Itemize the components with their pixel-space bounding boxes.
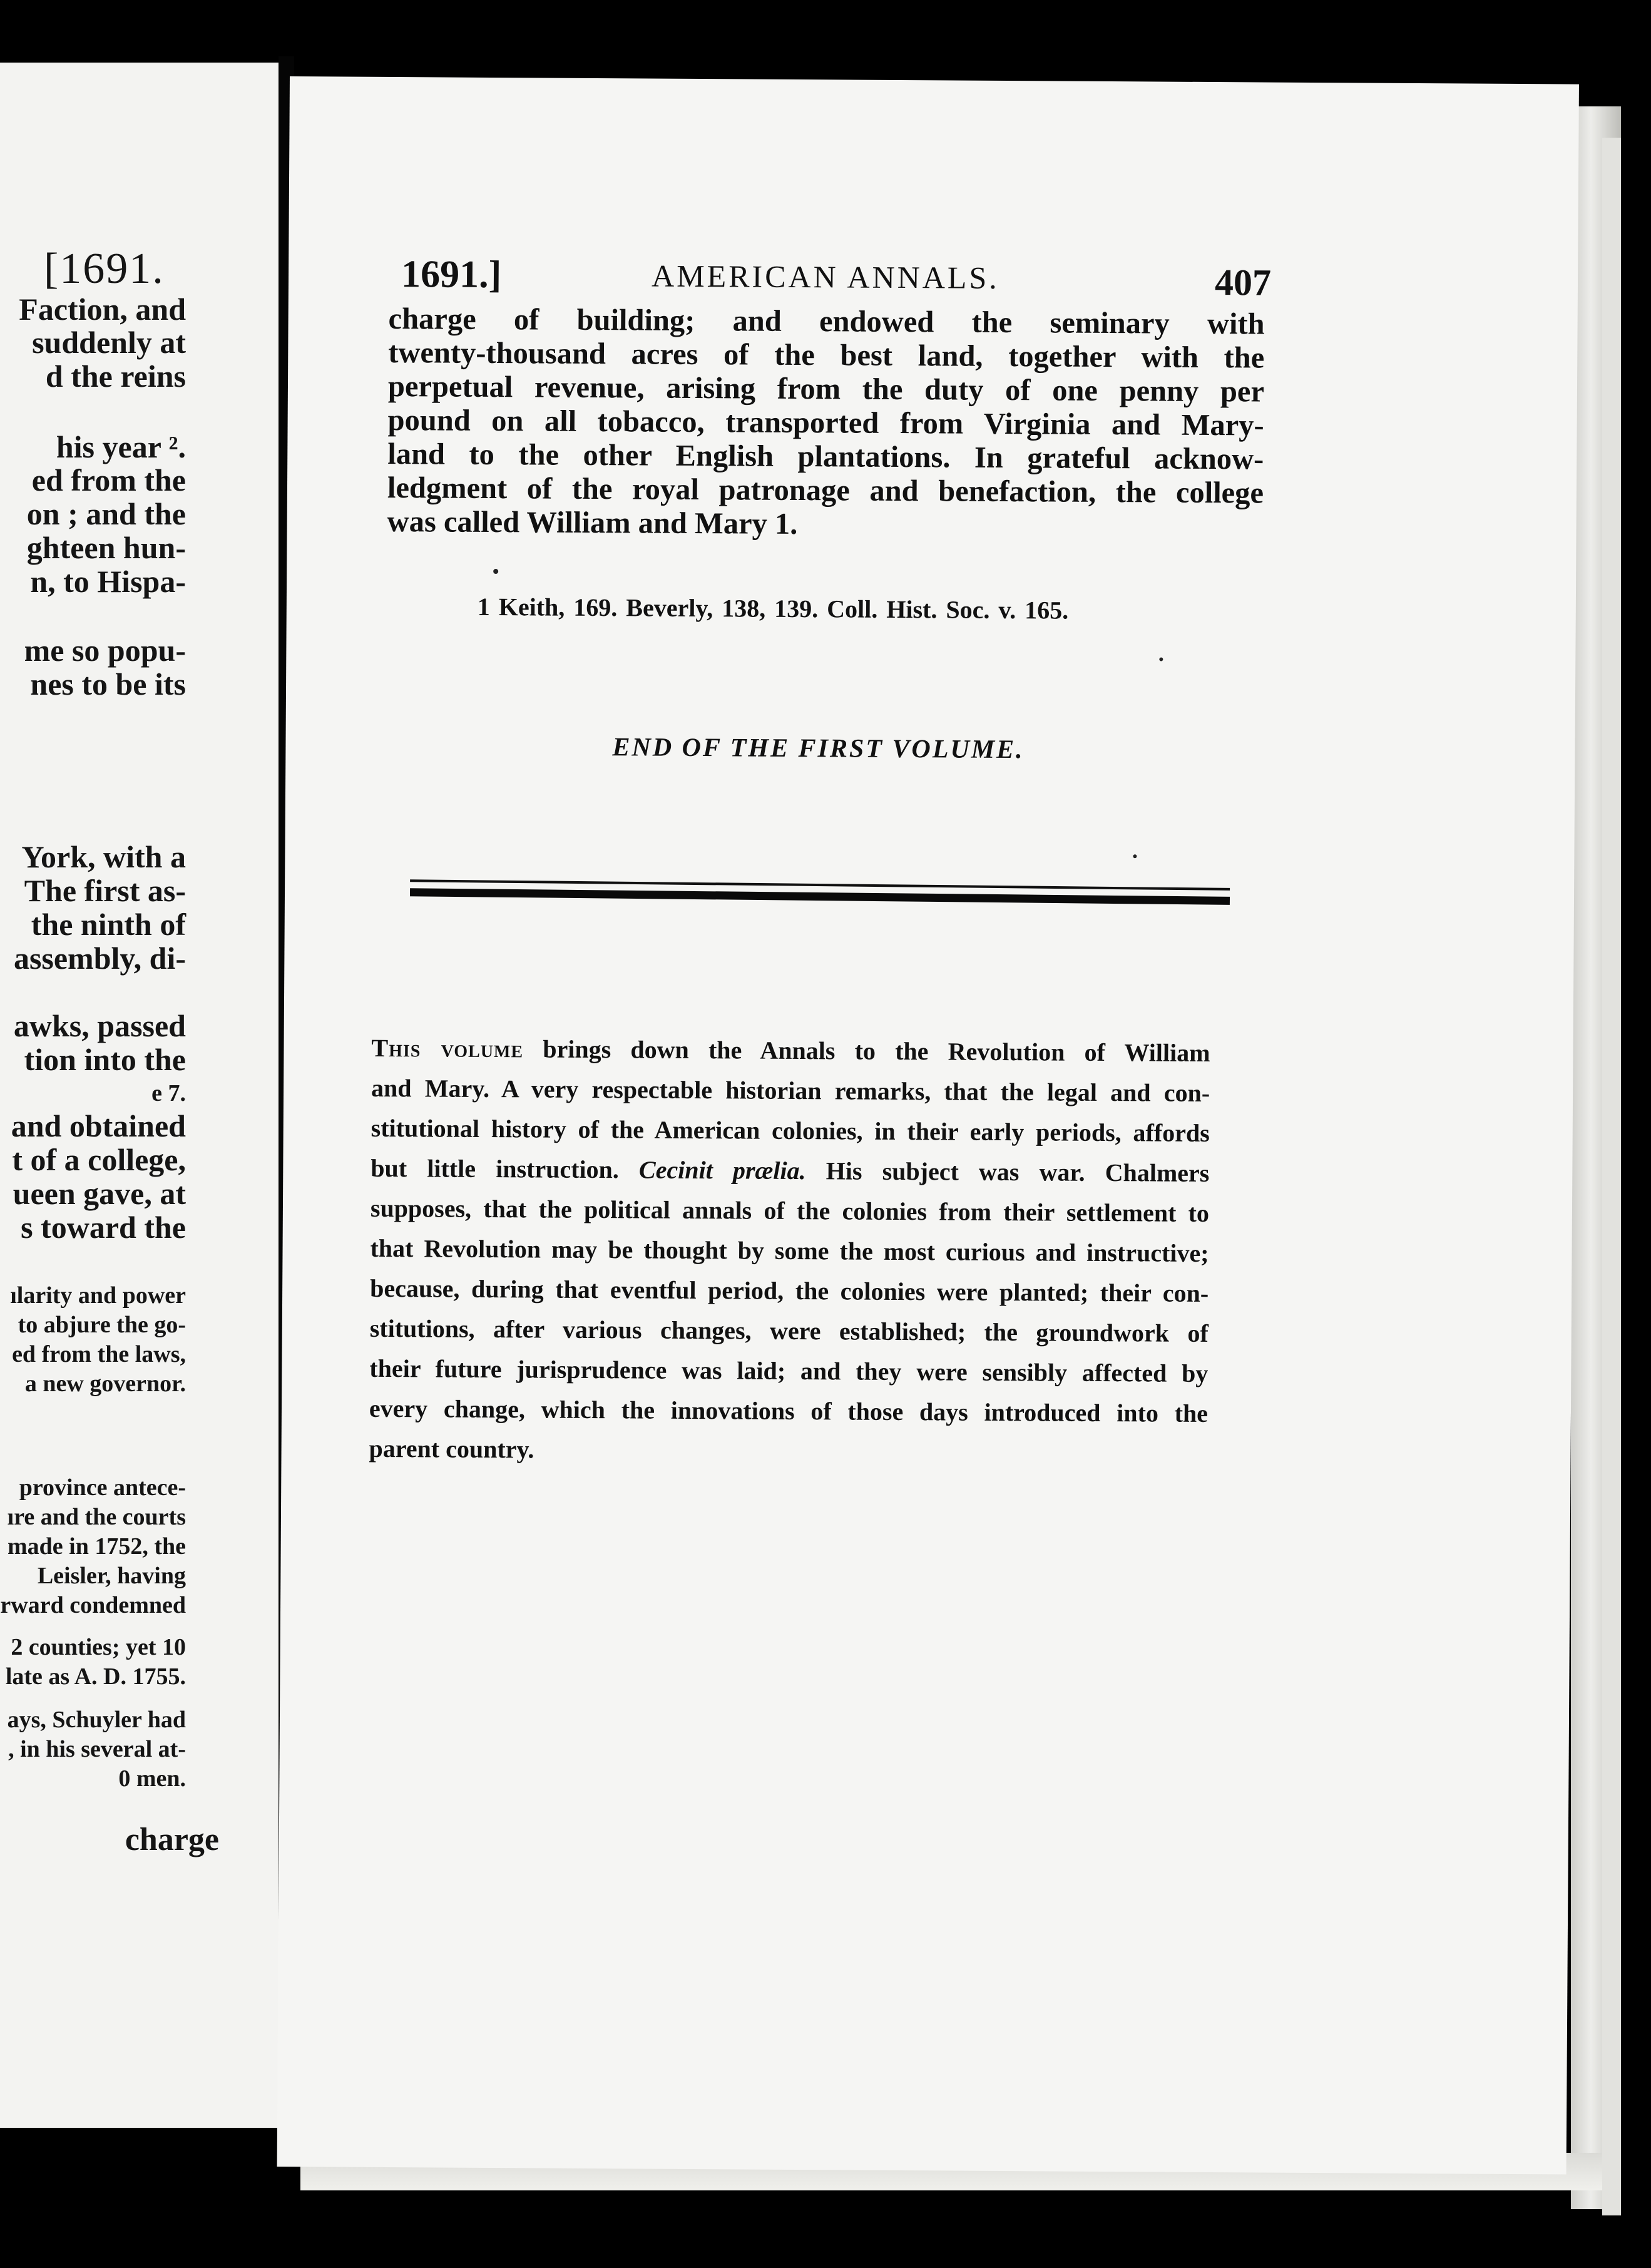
afterword-line [371,1148,1209,1193]
footnote: 1 Keith, 169. Beverly, 138, 139. Coll. Hist. Soc. v. 165. [477,592,1069,625]
left-page-head: [1691. [44,245,165,293]
left-note-line: Leisler, having [37,1563,186,1589]
left-note-line: ıre and the courts [7,1504,186,1530]
left-text-line: York, with a [21,839,186,874]
afterword-line: supposes, that the political annals of the colonies from their settlement to [370,1193,1210,1228]
left-text-line: his year ². [56,429,186,464]
body-line: was called William and Mary 1. [387,504,798,541]
afterword-line: parent country. [369,1434,534,1464]
afterword-paragraph [369,1028,1210,1474]
left-catchword: charge [125,1822,219,1857]
right-page [277,76,1579,2175]
left-text-line: assembly, di- [13,941,186,976]
afterword-line: that Revolution may be thought by some the most curious and instructive; [370,1234,1209,1268]
body-line: pound on all tobacco, transported from Virginia and Mary- [387,403,1264,442]
left-text-line: t of a college, [12,1142,186,1177]
left-text-line: nes to be its [30,667,186,702]
ink-speck [1159,658,1163,662]
left-text-line: on ; and the [26,496,186,531]
ink-speck [493,569,498,574]
left-text-line: ghteen hun- [26,530,186,565]
afterword-line-text: brings down the Annals to the Revolution of William [523,1034,1210,1068]
divider-rule-thick [410,888,1230,905]
left-text-line: me so popu- [24,633,186,668]
left-text-line: the ninth of [31,907,186,942]
afterword-line: stitutional history of the American colonies, in their early periods, affords [371,1113,1210,1148]
left-text-line: ueen gave, at [13,1176,186,1211]
left-note-line: rward condemned [0,1592,186,1618]
left-text-line: and obtained [11,1108,186,1143]
body-paragraph [387,302,1264,544]
left-text-line: The first as- [24,873,186,908]
left-note-line: province antece- [19,1474,186,1501]
left-text-line: Faction, and [19,292,186,327]
body-line: perpetual revenue, arising from the duty of one penny per [387,369,1265,409]
running-head [401,252,1271,307]
left-text-line: d the reins [45,359,186,394]
left-note-line: ed from the laws, [12,1341,186,1367]
afterword-line-text: but little instruction. [371,1153,640,1184]
afterword-line [371,1028,1210,1073]
divider-rule-thin [410,879,1230,891]
left-text-line: e 7. [151,1080,186,1106]
left-note-line: ays, Schuyler had [7,1707,186,1733]
ink-speck [1133,854,1137,858]
left-note-line: a new governor. [24,1371,186,1397]
afterword-line-text: His subject was war. Chalmers [805,1157,1210,1188]
body-line: land to the other English plantations. In grateful acknow- [387,437,1264,476]
running-head-year: 1691.] [401,253,502,297]
left-note-line: ılarity and power [10,1282,186,1309]
left-page [0,63,279,2128]
left-text-line: n, to Hispa- [30,564,186,599]
afterword-line: every change, which the innovations of those days introduced into the [369,1394,1209,1428]
afterword-line: stitutions, after various changes, were established; the groundwork of [369,1314,1209,1348]
left-text-line: ed from the [31,462,186,498]
left-note-line: made in 1752, the [8,1533,186,1560]
left-note-line: 0 men. [118,1765,186,1792]
body-line: twenty-thousand acres of the best land, together with the [388,335,1265,375]
afterword-line: and Mary. A very respectable historian remarks, that the legal and con- [371,1073,1210,1108]
end-of-volume-label: END OF THE FIRST VOLUME. [612,733,1025,765]
page-edge-inner [1602,138,1621,2215]
body-line: charge of building; and endowed the seminary with [388,302,1265,341]
latin-quote: Cecinit prælia. [638,1155,806,1185]
left-note-line: 2 counties; yet 10 [11,1634,186,1660]
left-text-line: s toward the [21,1210,186,1245]
left-note-line: to abjure the go- [18,1312,186,1338]
left-note-line: , in his several at- [8,1736,186,1762]
left-text-line: suddenly at [32,325,186,360]
afterword-line: because, during that eventful period, the colonies were planted; their con- [370,1274,1209,1308]
afterword-line: their future jurisprudence was laid; and they were sensibly affected by [369,1354,1209,1388]
afterword-lead-words: This volume [371,1033,524,1063]
left-text-line: tion into the [24,1042,186,1077]
page-number: 407 [1214,262,1272,304]
left-text-line: awks, passed [13,1008,186,1043]
body-line: ledgment of the royal patronage and benefaction, the college [387,471,1264,510]
running-head-title: AMERICAN ANNALS. [651,258,999,295]
left-note-line: late as A. D. 1755. [5,1663,186,1690]
